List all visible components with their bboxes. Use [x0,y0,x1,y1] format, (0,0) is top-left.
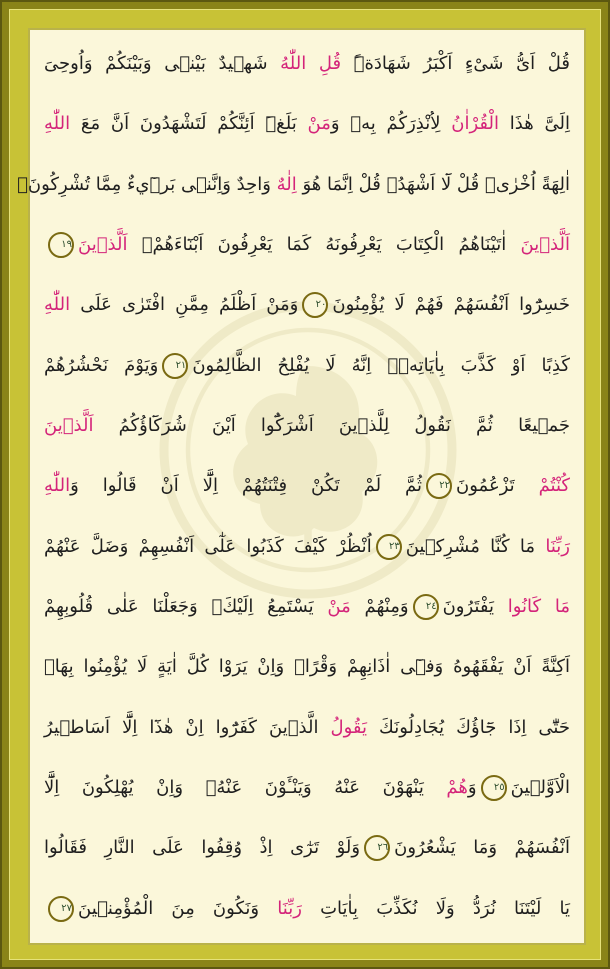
verse-text: وَاحِدٌ وَاِنَّنٖى بَرٖٓيءٌ مِمَّا تُشْرِكُونَۢ [17,173,277,195]
verse-text: اِلَىَّ هٰذَا [499,113,570,135]
text-line [44,221,570,269]
text-line [44,100,570,148]
highlighted-word: اَلَّذٖينَ [520,234,570,256]
highlighted-word: اِلٰهٌ [276,173,297,195]
verse-text: اٰلِهَةً اُخْرٰىۜ قُلْ لَٓا اَشْهَدُۚ قُلْ اِنَّمَا هُوَ [296,173,570,195]
text-line [44,281,570,329]
text-line [44,40,570,88]
highlighted-word: الْقُرْاٰنُ [451,113,500,135]
text-line [44,523,570,571]
highlighted-word: اللّٰهِ [44,294,71,316]
verse-text: اَكِنَّةً اَنْ يَفْقَهُوهُ وَفٖٓى اٰذَانِهِمْ وَقْرًاۜ وَاِنْ يَرَوْا كُلَّ اٰيَةٍ لَا يُؤْمِنُوا بِهَاۜ [44,656,570,678]
ayah-number-marker: ٢٤ [413,594,439,620]
quran-text-block [17,40,570,933]
ayah-number-marker: ٢١ [162,353,188,379]
highlighted-word: مَنْ [307,113,331,135]
verse-text: جَمٖيعًا ثُمَّ نَقُولُ لِلَّذٖينَ اَشْرَكُٓوا اَيْنَ شُرَكَٓاؤُكُمُ [93,415,570,437]
verse-text: اَنْفُسَهُمْ وَمَا يَشْعُرُونَ [394,837,570,859]
verse-text: وَنَكُونَ مِنَ الْمُؤْمِنٖينَ [78,897,278,919]
verse-text: يَسْتَمِعُ اِلَيْكَۚ وَجَعَلْنَا عَلٰى قُلُوبِهِمْ [44,596,328,618]
verse-text: تَزْعُمُونَ [456,475,539,497]
highlighted-word: مَا كَانُوا [507,596,570,618]
highlighted-word: اللّٰهِ [44,475,71,497]
verse-text: بَلَغَۜ اَئِنَّكُمْ لَتَشْهَدُونَ اَنَّ مَعَ [70,113,308,135]
verse-text: شَهٖيدٌ بَيْنٖى وَبَيْنَكُمْ وَاُوحِىَ [44,53,281,74]
verse-text: ثُمَّ لَمْ تَكُنْ فِتْنَتُهُمْ اِلَّٓا اَنْ قَالُوا وَ [70,475,423,497]
highlighted-word: اَلَّذٖينَ [44,415,94,437]
page-body [17,28,586,945]
verse-text: قُلْ اَىُّ شَىْءٍ اَكْبَرُ شَهَادَةًۜ [341,53,570,74]
ayah-number-marker: ٢٥ [481,775,507,801]
verse-text: وَيَوْمَ نَحْشُرُهُمْ [44,354,159,376]
verse-text: مَا كُنَّا مُشْرِكٖينَ [405,535,546,557]
text-line [44,462,570,510]
text-line [17,161,570,209]
verse-text: وَمَنْ اَظْلَمُ مِمَّنِ افْتَرٰى عَلَى [70,294,299,316]
ayah-number-marker: ٢٣ [376,534,402,560]
highlighted-word: كُنْتُمْ [538,475,570,497]
ayah-number-marker: ٢٠ [302,292,328,318]
verse-text: الْاَوَّلٖينَ [510,777,570,799]
ayah-number-marker: ٢٧ [48,896,74,922]
text-line [44,824,570,872]
ayah-number-marker: ١٩ [48,232,74,258]
verse-text: كَذِبًا اَوْ كَذَّبَ بِاٰيَاتِهٖۜ اِنَّهُ لَا يُفْلِحُ الظَّالِمُونَ [192,354,570,376]
text-line [44,885,570,933]
verse-text: يَفْتَرُونَ [442,596,508,618]
highlighted-word: هُمْ [446,777,468,799]
verse-text: لِاُنْذِرَكُمْ بِهٖ وَ [330,113,452,135]
verse-text: حَتّٰٓى اِذَا جَٓاؤُكَ يُجَادِلُونَكَ [367,716,570,738]
verse-text: الَّذٖينَ كَفَرُٓوا اِنْ هٰذَٓا اِلَّٓا اَسَاطٖيرُ [44,716,331,738]
highlighted-word: مَنْ [327,596,351,618]
verse-text: وَلَوْ تَرٰٓى اِذْ وُقِفُوا عَلَى النَّارِ فَقَالُوا [44,837,361,859]
text-line [44,643,570,691]
text-line [44,342,570,390]
text-line [44,764,570,812]
verse-text: يَنْهَوْنَ عَنْهُ وَيَنْـَٔوْنَ عَنْهُۚ وَاِنْ يُهْلِكُونَ اِلَّٓا [44,777,447,799]
highlighted-word: رَبِّنَا [545,535,570,557]
ayah-number-marker: ٢٢ [426,473,452,499]
highlighted-word: اللّٰهِ [44,113,71,135]
highlighted-word: يَقُولُ [330,716,367,738]
verse-text: خَسِرُٓوا اَنْفُسَهُمْ فَهُمْ لَا يُؤْمِنُونَ [332,294,570,316]
highlighted-word: رَبِّنَا [277,897,302,919]
verse-text: وَمِنْهُمْ [350,596,409,618]
highlighted-word: اَلَّذٖينَ [78,234,128,256]
verse-text: يَا لَيْتَنَا نُرَدُّ وَلَا نُكَذِّبَ بِاٰيَاتِ [301,897,570,919]
text-line [44,704,570,752]
ayah-number-marker: ٢٦ [364,835,390,861]
verse-text: وَ [467,777,477,799]
highlighted-word: قُلِ اللّٰهُ [280,53,342,74]
verse-text: اٰتَيْنَاهُمُ الْكِتَابَ يَعْرِفُونَهُ كَمَا يَعْرِفُونَ اَبْنَٓاءَهُمْۢ [127,234,521,256]
text-line [44,583,570,631]
text-line [44,402,570,450]
verse-text: اُنْظُرْ كَيْفَ كَذَبُوا عَلٰٓى اَنْفُسِهِمْ وَضَلَّ عَنْهُمْ [44,535,372,557]
